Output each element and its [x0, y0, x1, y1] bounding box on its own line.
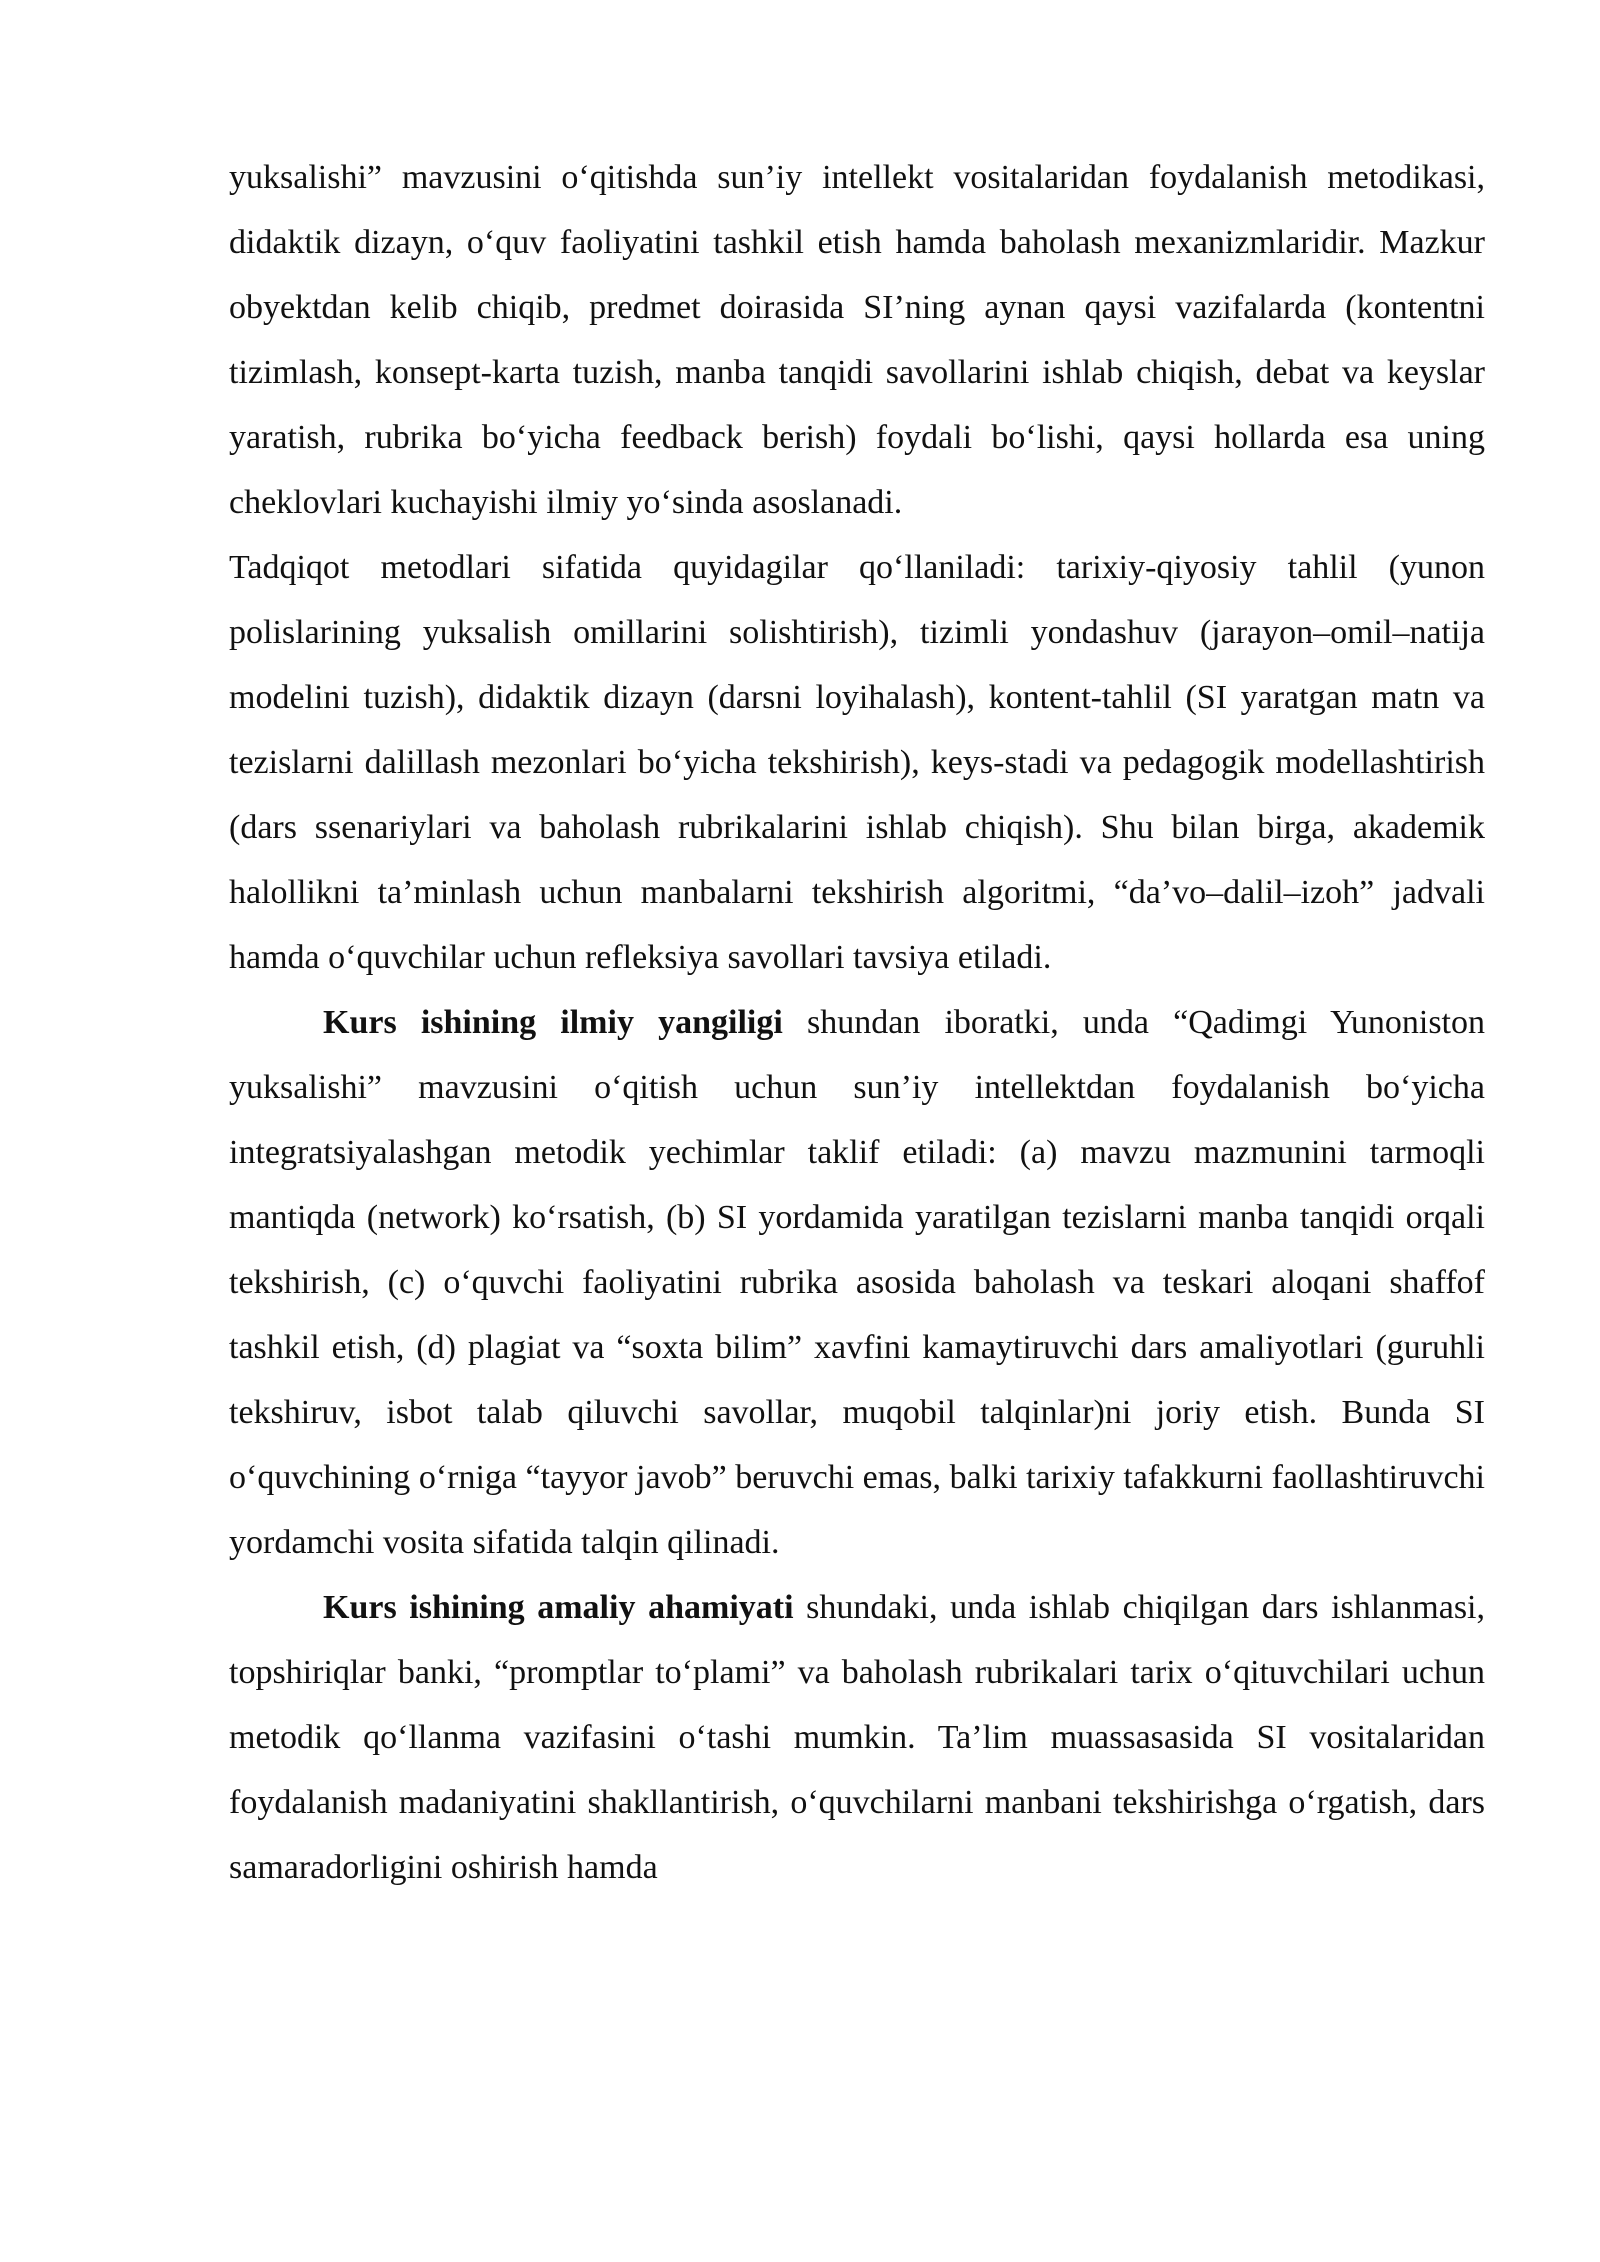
paragraph-practical-significance [229, 1575, 1485, 1900]
paragraph-text: shundaki, unda ishlab chiqilgan dars ishlanmasi, topshiriqlar banki, “promptlar to‘plami” va baholash rubrikalari tarix o‘qituvchilari uchun metodik qo‘llanma vazifasini o‘tashi mumkin. Ta’lim muassasasida SI vositalaridan foydalanish madaniyatini shakllantirish, o‘quvchilarni manbani tekshirishga o‘rgatish, dars samaradorligini oshirish hamda [229, 1589, 1486, 1886]
paragraph-scientific-novelty [229, 990, 1485, 1575]
paragraph-research-object [229, 145, 1485, 535]
paragraph-lead-heading: Kurs ishining ilmiy yangiligi [323, 1004, 783, 1041]
paragraph-research-methods [229, 535, 1485, 990]
paragraph-lead-heading: Kurs ishining amaliy ahamiyati [323, 1589, 794, 1626]
paragraph-text: yuksalishi” mavzusini o‘qitishda sun’iy intellekt vositalaridan foydalanish metodikasi, didaktik dizayn, o‘quv faoliyatini tashkil etish hamda baholash mexanizmlaridir. Mazkur obyektdan kelib chiqib, predmet doirasida SI’ning aynan qaysi vazifalarda (kontentni tizimlash, konsept-karta tuzish, manba tanqidi savollarini ishlab chiqish, debat va keyslar yaratish, rubrika bo‘yicha feedback berish) foydali bo‘lishi, qaysi hollarda esa uning cheklovlari kuchayishi ilmiy yo‘sinda asoslanadi. [229, 159, 1485, 521]
document-page [229, 145, 1485, 1900]
paragraph-text: shundan iboratki, unda “Qadimgi Yunoniston yuksalishi” mavzusini o‘qitish uchun sun’iy intellektdan foydalanish bo‘yicha integratsiyalashgan metodik yechimlar taklif etiladi: (a) mavzu mazmunini tarmoqli mantiqda (network) ko‘rsatish, (b) SI yordamida yaratilgan tezislarni manba tanqidi orqali tekshirish, (c) o‘quvchi faoliyatini rubrika asosida baholash va teskari aloqani shaffof tashkil etish, (d) plagiat va “soxta bilim” xavfini kamaytiruvchi dars amaliyotlari (guruhli tekshiruv, isbot talab qiluvchi savollar, muqobil talqinlar)ni joriy etish. Bunda SI o‘quvchining o‘rniga “tayyor javob” beruvchi emas, balki tarixiy tafakkurni faollashtiruvchi yordamchi vosita sifatida talqin qilinadi. [229, 1004, 1485, 1561]
paragraph-text: Tadqiqot metodlari sifatida quyidagilar qo‘llaniladi: tarixiy-qiyosiy tahlil (yunon polislarining yuksalish omillarini solishtirish), tizimli yondashuv (jarayon–omil–natija modelini tuzish), didaktik dizayn (darsni loyihalash), kontent-tahlil (SI yaratgan matn va tezislarni dalillash mezonlari bo‘yicha tekshirish), keys-stadi va pedagogik modellashtirish (dars ssenariylari va baholash rubrikalarini ishlab chiqish). Shu bilan birga, akademik halollikni ta’minlash uchun manbalarni tekshirish algoritmi, “da’vo–dalil–izoh” jadvali hamda o‘quvchilar uchun refleksiya savollari tavsiya etiladi. [229, 549, 1485, 976]
